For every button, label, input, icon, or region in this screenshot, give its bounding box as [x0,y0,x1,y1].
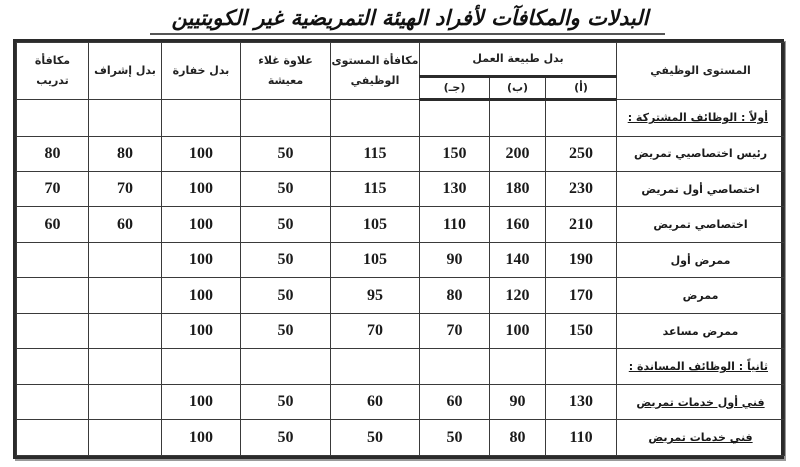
empty-cell [546,100,617,137]
grade-b-cell: 120 [490,278,546,313]
table-row [17,171,785,206]
header-job-level: المستوى الوظيفي [617,43,785,100]
job-level-cell: فني أول خدمات تمريض [617,384,785,419]
cost-of-living-cell: 50 [241,384,331,419]
level-bonus-cell: 95 [331,278,420,313]
job-level-cell: ممرض [617,278,785,313]
header-training-bonus: مكافأة تدريب [17,43,89,100]
level-bonus-cell: 105 [331,207,420,242]
level-bonus-cell: 50 [331,420,420,456]
cost-of-living-cell: 50 [241,420,331,456]
section-label: أولاً : الوظائف المشتركة : [617,100,785,137]
empty-cell [17,349,89,384]
empty-cell [420,349,490,384]
grade-c-cell: 90 [420,242,490,277]
grade-c-cell: 70 [420,313,490,348]
supervision-cell: 80 [89,136,162,171]
job-level-cell: اختصاصي تمريض [617,207,785,242]
grade-a-cell: 150 [546,313,617,348]
header-grade-c: (جـ) [420,77,490,100]
grade-a-cell: 170 [546,278,617,313]
grade-a-cell: 110 [546,420,617,456]
empty-cell [490,349,546,384]
shift-cell: 100 [162,278,241,313]
supervision-cell [89,278,162,313]
shift-cell: 100 [162,242,241,277]
grade-c-cell: 50 [420,420,490,456]
grade-c-cell: 60 [420,384,490,419]
grade-b-cell: 80 [490,420,546,456]
supervision-cell [89,420,162,456]
grade-a-cell: 190 [546,242,617,277]
grade-b-cell: 90 [490,384,546,419]
cost-of-living-cell: 50 [241,278,331,313]
grade-c-cell: 80 [420,278,490,313]
table-row [17,278,785,313]
grade-b-cell: 180 [490,171,546,206]
grade-b-cell: 160 [490,207,546,242]
grade-c-cell: 110 [420,207,490,242]
cost-of-living-cell: 50 [241,207,331,242]
level-bonus-cell: 115 [331,136,420,171]
training-cell [17,420,89,456]
table-row [17,207,785,242]
training-cell [17,242,89,277]
header-shift-allowance: بدل خفارة [162,43,241,100]
header-grade-b: (ب) [490,77,546,100]
title-underline [150,33,665,35]
training-cell [17,384,89,419]
grade-c-cell: 150 [420,136,490,171]
shift-cell: 100 [162,313,241,348]
allowances-table-container [13,39,784,459]
table-row [17,242,785,277]
supervision-cell [89,384,162,419]
job-level-cell: ممرض مساعد [617,313,785,348]
empty-cell [241,100,331,137]
empty-cell [89,349,162,384]
section-label: ثانياً : الوظائف المساندة : [617,349,785,384]
level-bonus-cell: 105 [331,242,420,277]
level-bonus-cell: 70 [331,313,420,348]
empty-cell [331,349,420,384]
table-row [17,313,785,348]
grade-a-cell: 130 [546,384,617,419]
shift-cell: 100 [162,136,241,171]
grade-a-cell: 230 [546,171,617,206]
job-level-cell: فني خدمات تمريض [617,420,785,456]
training-cell: 80 [17,136,89,171]
header-supervision-allowance: بدل إشراف [89,43,162,100]
shift-cell: 100 [162,171,241,206]
allowances-table [16,42,785,456]
cost-of-living-cell: 50 [241,171,331,206]
shift-cell: 100 [162,207,241,242]
empty-cell [241,349,331,384]
section-row [17,349,785,384]
grade-b-cell: 140 [490,242,546,277]
job-level-cell: ممرض أول [617,242,785,277]
job-level-cell: رئيس اختصاصيي تمريض [617,136,785,171]
empty-cell [331,100,420,137]
table-row [17,136,785,171]
header-level-bonus: مكافأة المستوى الوظيفي [331,43,420,100]
empty-cell [420,100,490,137]
training-cell [17,278,89,313]
table-row [17,420,785,456]
shift-cell: 100 [162,384,241,419]
grade-b-cell: 100 [490,313,546,348]
level-bonus-cell: 115 [331,171,420,206]
grade-a-cell: 250 [546,136,617,171]
level-bonus-cell: 60 [331,384,420,419]
cost-of-living-cell: 50 [241,136,331,171]
header-work-nature-allowance: بدل طبيعة العمل [420,43,617,77]
training-cell [17,313,89,348]
header-cost-of-living: علاوة غلاء معيشة [241,43,331,100]
document-title: البدلات والمكافآت لأفراد الهيئة التمريضية غير الكويتيين [171,6,649,30]
cost-of-living-cell: 50 [241,313,331,348]
cost-of-living-cell: 50 [241,242,331,277]
empty-cell [546,349,617,384]
supervision-cell: 70 [89,171,162,206]
empty-cell [17,100,89,137]
empty-cell [162,349,241,384]
empty-cell [162,100,241,137]
supervision-cell: 60 [89,207,162,242]
table-row [17,384,785,419]
job-level-cell: اختصاصي أول تمريض [617,171,785,206]
supervision-cell [89,242,162,277]
training-cell: 60 [17,207,89,242]
grade-c-cell: 130 [420,171,490,206]
section-row [17,100,785,137]
header-grade-a: (أ) [546,77,617,100]
grade-b-cell: 200 [490,136,546,171]
supervision-cell [89,313,162,348]
empty-cell [89,100,162,137]
empty-cell [490,100,546,137]
training-cell: 70 [17,171,89,206]
shift-cell: 100 [162,420,241,456]
grade-a-cell: 210 [546,207,617,242]
